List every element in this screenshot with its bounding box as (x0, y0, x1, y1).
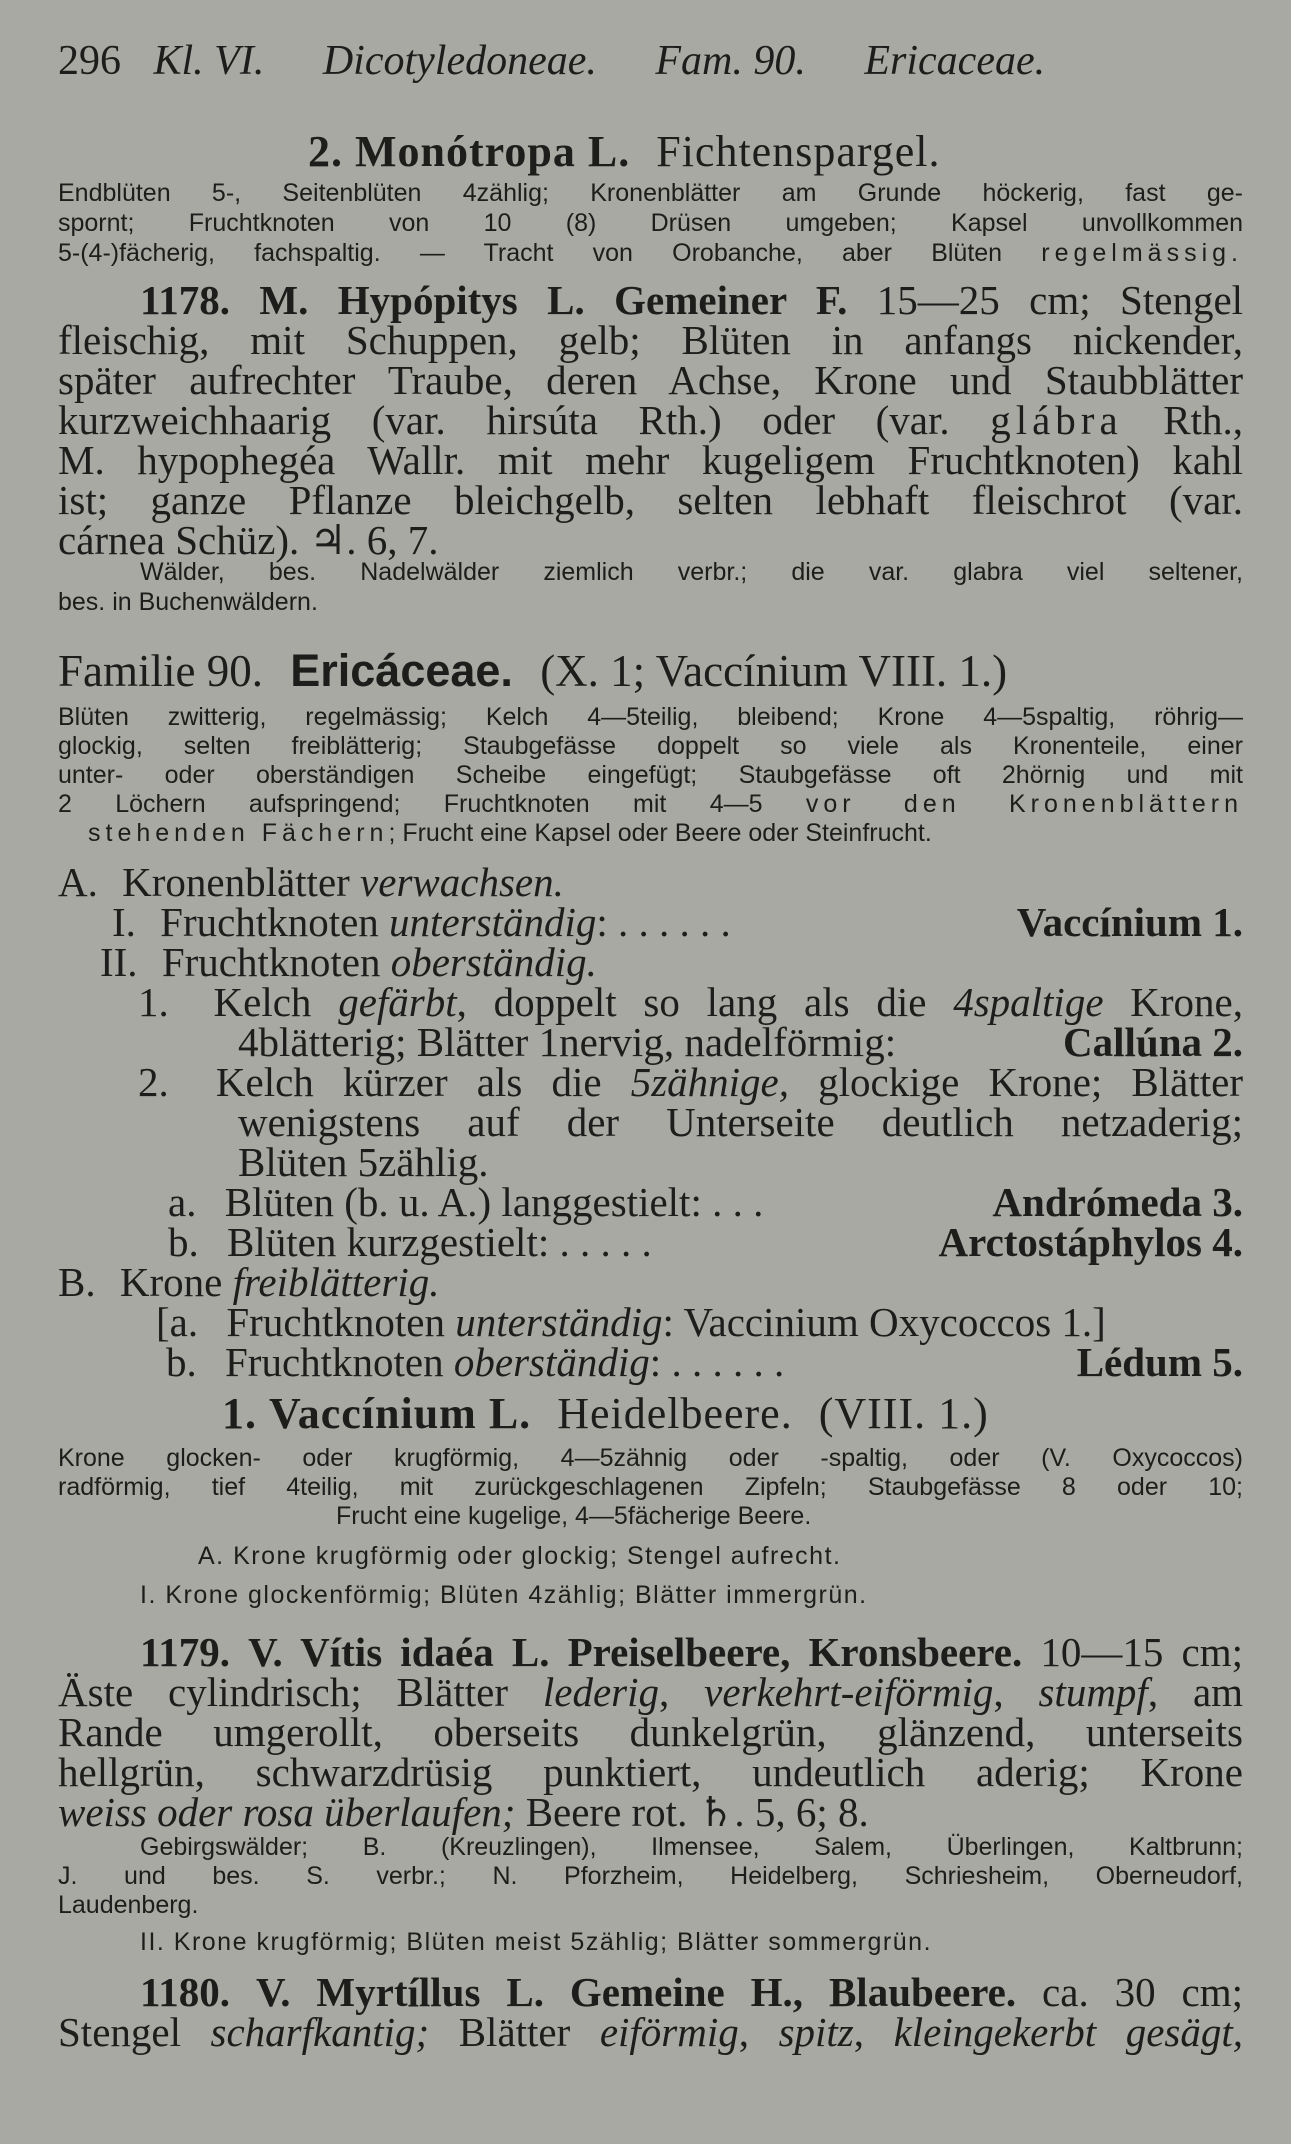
genus-description-line (58, 241, 1243, 266)
key-italic: 5zähnige, (630, 1059, 789, 1105)
key-italic: 4spaltige (953, 979, 1104, 1025)
key-label: II. (100, 939, 138, 985)
key-line-2 (138, 1059, 1243, 1105)
key-label: b. (166, 1339, 197, 1385)
key-label: a. (168, 1179, 197, 1225)
key-label: 1. (138, 979, 169, 1025)
species-1180-heading (140, 1969, 1244, 2015)
key-text: Krone, (1103, 979, 1243, 1025)
species-number: 1178. (140, 277, 230, 323)
genus-description-line: spornt; Fruchtknoten von 10 (8) Drüsen umgeben; Kapsel unvollkommen (58, 209, 1243, 237)
genus-name: Vaccínium L. (269, 1389, 532, 1438)
species-name: V. Myrtíllus L. (255, 1969, 544, 2015)
genus-description-line: radförmig, tief 4teilig, mit zurückgeschlagenen Zipfeln; Staubgefässe 8 oder 10; (58, 1473, 1243, 1501)
species-text: Stengel (58, 2009, 211, 2055)
key-label: A. (58, 859, 98, 905)
key-dots: : . . . . . . (649, 1339, 785, 1385)
key-line-1 (138, 979, 1243, 1025)
species-text-line: M. hypophegéa Wallr. mit mehr kugeligem Fruchtknoten) kahl (58, 437, 1243, 483)
key-line-II (100, 939, 597, 985)
key-line-2-cont: wenigstens auf der Unterseite deutlich netzaderig; (238, 1099, 1243, 1145)
subgroup-II: II. Krone krugförmig; Blüten meist 5zählig; Blätter sommergrün. (140, 1928, 933, 1956)
family-description-line: glockig, selten freiblätterig; Staubgefässe doppelt so viele als Kronenteile, einer (58, 732, 1243, 760)
family-description-line (58, 792, 1243, 817)
key-line-Bb (166, 1339, 1243, 1385)
species-size: 15—25 cm; Stengel (876, 277, 1244, 323)
genus-common-name: Fichtenspargel. (656, 127, 941, 176)
family-description-line (88, 821, 932, 846)
family-name: Ericáceae. (290, 645, 513, 696)
habitat-line: Wälder, bes. Nadelwälder ziemlich verbr.; die var. glabra viel seltener, (140, 558, 1243, 586)
family-label: Ericaceae. (864, 38, 1046, 84)
key-result: Lédum 5. (1076, 1339, 1243, 1385)
key-result: Callúna 2. (1063, 1019, 1243, 1065)
subgroup-A: A. Krone krugförmig oder glockig; Stengel aufrecht. (198, 1542, 842, 1570)
species-number: 1180. (140, 1969, 230, 2015)
species-text-line: cárnea Schüz). ♃. 6, 7. (58, 517, 439, 563)
description-spaced-text: stehenden Fächern (88, 819, 389, 847)
key-text: : Vaccinium Oxycoccos 1.] (662, 1299, 1106, 1345)
key-label: I. (112, 899, 136, 945)
page-number: 296 (58, 38, 121, 84)
species-italic: verkehrt-eiförmig (704, 1669, 994, 1715)
species-1179-heading (140, 1629, 1244, 1675)
habitat-line: Gebirgswälder; B. (Kreuzlingen), Ilmensee, Salem, Überlingen, Kaltbrunn; (140, 1833, 1243, 1861)
genus-system: (VIII. 1.) (818, 1389, 989, 1438)
species-common-name: Gemeine H., Blaubeere. (569, 1969, 1017, 2015)
key-label: 2. (138, 1059, 169, 1105)
species-name: V. Vítis idaéa L. (248, 1629, 550, 1675)
key-line-a (168, 1179, 1243, 1225)
key-text: Kronenblätter (122, 859, 361, 905)
class-label: Kl. VI. (153, 38, 265, 84)
genus-vaccinium-heading (222, 1389, 989, 1438)
species-text-line (58, 397, 1243, 443)
key-text: glockige Krone; Blätter (788, 1059, 1243, 1105)
key-text: Fruchtknoten (161, 939, 391, 985)
species-common-name: Preiselbeere, Kronsbeere. (567, 1629, 1023, 1675)
subgroup-I: I. Krone glockenförmig; Blüten 4zählig; Blätter immergrün. (140, 1581, 868, 1609)
key-italic: oberständig. (390, 939, 597, 985)
habitat-line: bes. in Buchenwäldern. (58, 588, 318, 616)
genus-common-name: Heidelbeere. (557, 1389, 793, 1438)
genus-number: 1. (222, 1389, 257, 1438)
species-text-line: fleischig, mit Schuppen, gelb; Blüten in anfangs nickender, (58, 317, 1243, 363)
key-label: B. (58, 1259, 96, 1305)
species-text-line (58, 1789, 869, 1835)
species-number: 1179. (140, 1629, 230, 1675)
key-italic: gefärbt (338, 979, 457, 1025)
key-line-I (112, 899, 1243, 945)
habitat-line: Laudenberg. (58, 1891, 199, 1919)
key-line-2-cont: Blüten 5zählig. (238, 1139, 489, 1185)
species-italic: spitz (778, 2009, 854, 2055)
family-number-label: Fam. 90. (655, 38, 806, 84)
key-line-b (168, 1219, 1243, 1265)
species-common-name: Gemeiner F. (614, 277, 848, 323)
key-italic: freiblätterig. (232, 1259, 440, 1305)
species-italic: eiförmig (599, 2009, 739, 2055)
species-text-line (58, 2009, 1244, 2055)
family-number: Familie 90. (58, 646, 263, 696)
key-line-Ba (156, 1299, 1243, 1345)
species-italic: lederig (542, 1669, 660, 1715)
species-spaced-text: glábra (990, 397, 1123, 443)
key-italic: verwachsen. (360, 859, 564, 905)
family-description-line: unter- oder oberständigen Scheibe eingefügt; Staubgefässe oft 2hörnig und mit (58, 761, 1243, 789)
key-text: Fruchtknoten (226, 1299, 456, 1345)
family-system: (X. 1; Vaccínium VIII. 1.) (540, 646, 1008, 696)
genus-description-line: Frucht eine kugelige, 4—5fächerige Beere. (336, 1502, 812, 1530)
key-text: Blüten kurzgestielt: . . . . . (227, 1219, 652, 1265)
division-label: Dicotyledoneae. (322, 38, 597, 84)
genus-monotropa-heading (308, 127, 941, 176)
species-text: , (659, 1669, 705, 1715)
key-text: Kelch kürzer als die (215, 1059, 631, 1105)
description-spaced-text: vor den Kronenblättern (805, 790, 1243, 818)
running-head (58, 40, 1138, 82)
key-text: Krone (119, 1259, 233, 1305)
species-text: , (738, 2009, 779, 2055)
species-text-line: Rande umgerollt, oberseits dunkelgrün, glänzend, unterseits (58, 1709, 1243, 1755)
key-line-1-cont (238, 1019, 1243, 1065)
key-label: [a. (156, 1299, 199, 1345)
species-size: 10—15 cm; (1040, 1629, 1244, 1675)
description-text: 5-(4-)fächerig, fachspaltig. — Tracht von Orobanche, aber Blüten (58, 239, 1042, 267)
key-result: Andrómeda 3. (992, 1179, 1243, 1225)
species-text: , (993, 1669, 1039, 1715)
genus-number: 2. (308, 127, 343, 176)
description-text: 2 Löchern aufspringend; Fruchtknoten mit 4—5 (58, 790, 806, 818)
key-result: Vaccínium 1. (1016, 899, 1243, 945)
genus-name: Monótropa L. (355, 127, 631, 176)
key-dots: : . . . . . . (596, 899, 731, 945)
species-1178-heading (140, 277, 1244, 323)
species-size: ca. 30 cm; (1042, 1969, 1244, 2015)
key-result: Arctostáphylos 4. (938, 1219, 1243, 1265)
habitat-line: J. und bes. S. verbr.; N. Pforzheim, Heidelberg, Schriesheim, Oberneudorf, (58, 1862, 1243, 1890)
key-text: , doppelt so lang als die (456, 979, 954, 1025)
species-text-line: später aufrechter Traube, deren Achse, Krone und Staubblätter (58, 357, 1243, 403)
key-italic: unterständig (389, 899, 597, 945)
key-text: Fruchtknoten (225, 1339, 454, 1385)
key-italic: unterständig (455, 1299, 663, 1345)
description-spaced-text: regelmässig. (1041, 239, 1243, 267)
species-name: M. Hypópitys L. (259, 277, 585, 323)
species-text: Beere rot. ♄. 5, 6; 8. (515, 1789, 869, 1835)
family-description-line: Blüten zwitterig, regelmässig; Kelch 4—5teilig, bleibend; Krone 4—5spaltig, röhrig— (58, 703, 1243, 731)
species-italic: stumpf (1038, 1669, 1148, 1715)
family-heading (58, 645, 1008, 696)
key-text: Fruchtknoten (160, 899, 390, 945)
species-italic: weiss oder rosa überlaufen; (58, 1789, 516, 1835)
species-text: Äste cylindrisch; Blätter (58, 1669, 543, 1715)
species-text: Rth., (1122, 397, 1243, 443)
key-text: 4blätterig; Blätter 1nervig, nadelförmig: (238, 1019, 897, 1065)
genus-description-line: Endblüten 5-, Seitenblüten 4zählig; Kronenblätter am Grunde höckerig, fast ge- (58, 179, 1243, 207)
species-text: Blätter (429, 2009, 600, 2055)
key-italic: oberständig (453, 1339, 650, 1385)
key-text: Blüten (b. u. A.) langgestielt: . . . (224, 1179, 764, 1225)
species-italic: scharfkantig; (210, 2009, 430, 2055)
species-text: , (853, 2009, 894, 2055)
key-line-B (58, 1259, 440, 1305)
key-label: b. (168, 1219, 199, 1265)
species-text: kurzweichhaarig (var. hirsúta Rth.) oder (var. (58, 397, 991, 443)
description-text: ; Frucht eine Kapsel oder Beere oder Steinfrucht. (388, 819, 932, 847)
genus-description-line: Krone glocken- oder krugförmig, 4—5zähnig oder -spaltig, oder (V. Oxycoccos) (58, 1444, 1243, 1472)
species-text-line: hellgrün, schwarzdrüsig punktiert, undeutlich aderig; Krone (58, 1749, 1243, 1795)
species-text-line: ist; ganze Pflanze bleichgelb, selten lebhaft fleischrot (var. (58, 477, 1243, 523)
key-line-A (58, 859, 564, 905)
species-italic: kleingekerbt gesägt, (893, 2009, 1244, 2055)
species-text: , am (1147, 1669, 1244, 1715)
species-text-line (58, 1669, 1244, 1715)
key-text: Kelch (213, 979, 339, 1025)
